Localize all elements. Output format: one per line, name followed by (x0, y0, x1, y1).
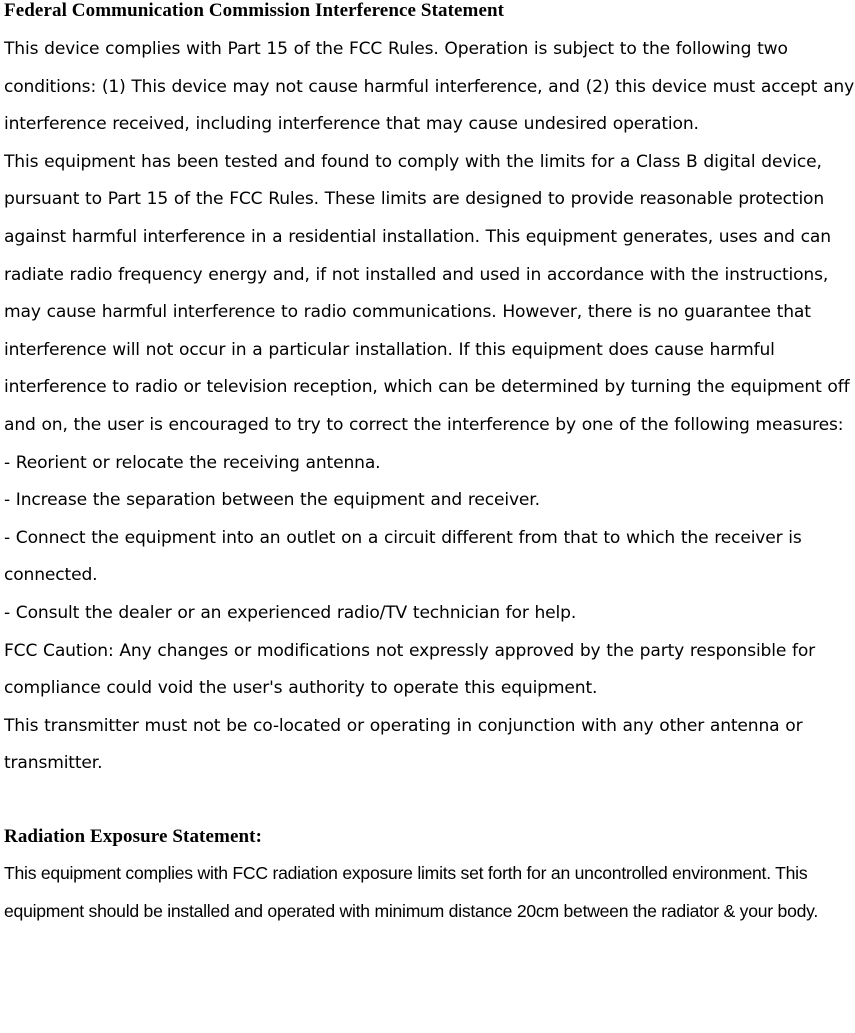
fcc-class-b-paragraph: This equipment has been tested and found to comply with the limits for a Class B digital device, pursuant to Part 15 of the FCC Rules. These limits are designed to provide reasonable protection against harmful interference in a residential installation. This equipment generates, uses and can radiate radio frequency energy and, if not installed and used in accordance with the instructions, may cause harmful interference to radio communications. However, there is no guarantee that interference will not occur in a particular installation. If this equipment does cause harmful interference to radio or television reception, which can be determined by turning the equipment off and on, the user is encouraged to try to correct the interference by one of the following measures: (4, 151, 850, 435)
document-page (4, 0, 855, 931)
fcc-statement-heading: Federal Communication Commission Interference Statement (4, 0, 505, 21)
measure-item: - Reorient or relocate the receiving antenna. (4, 452, 381, 473)
fcc-caution-paragraph: FCC Caution: Any changes or modifications not expressly approved by the party responsible for compliance could void the user's authority to operate this equipment. (4, 640, 816, 699)
radiation-exposure-heading: Radiation Exposure Statement: (4, 826, 262, 848)
radiation-exposure-paragraph: This equipment complies with FCC radiation exposure limits set forth for an uncontrolled environment. This equipment should be installed and operated with minimum distance 20cm between the radiator & your body. (4, 863, 819, 922)
transmitter-paragraph: This transmitter must not be co-located or operating in conjunction with any other antenna or transmitter. (4, 715, 803, 774)
measure-item: - Connect the equipment into an outlet on a circuit different from that to which the receiver is connected. (4, 527, 802, 586)
section-spacer (4, 783, 855, 821)
measure-item: - Consult the dealer or an experienced radio/TV technician for help. (4, 602, 577, 623)
measure-item: - Increase the separation between the equipment and receiver. (4, 490, 540, 511)
fcc-compliance-paragraph: This device complies with Part 15 of the FCC Rules. Operation is subject to the following two conditions: (1) This device may not cause harmful interference, and (2) this device must accept any interference received, including interference that may cause undesired operation. (4, 39, 855, 135)
